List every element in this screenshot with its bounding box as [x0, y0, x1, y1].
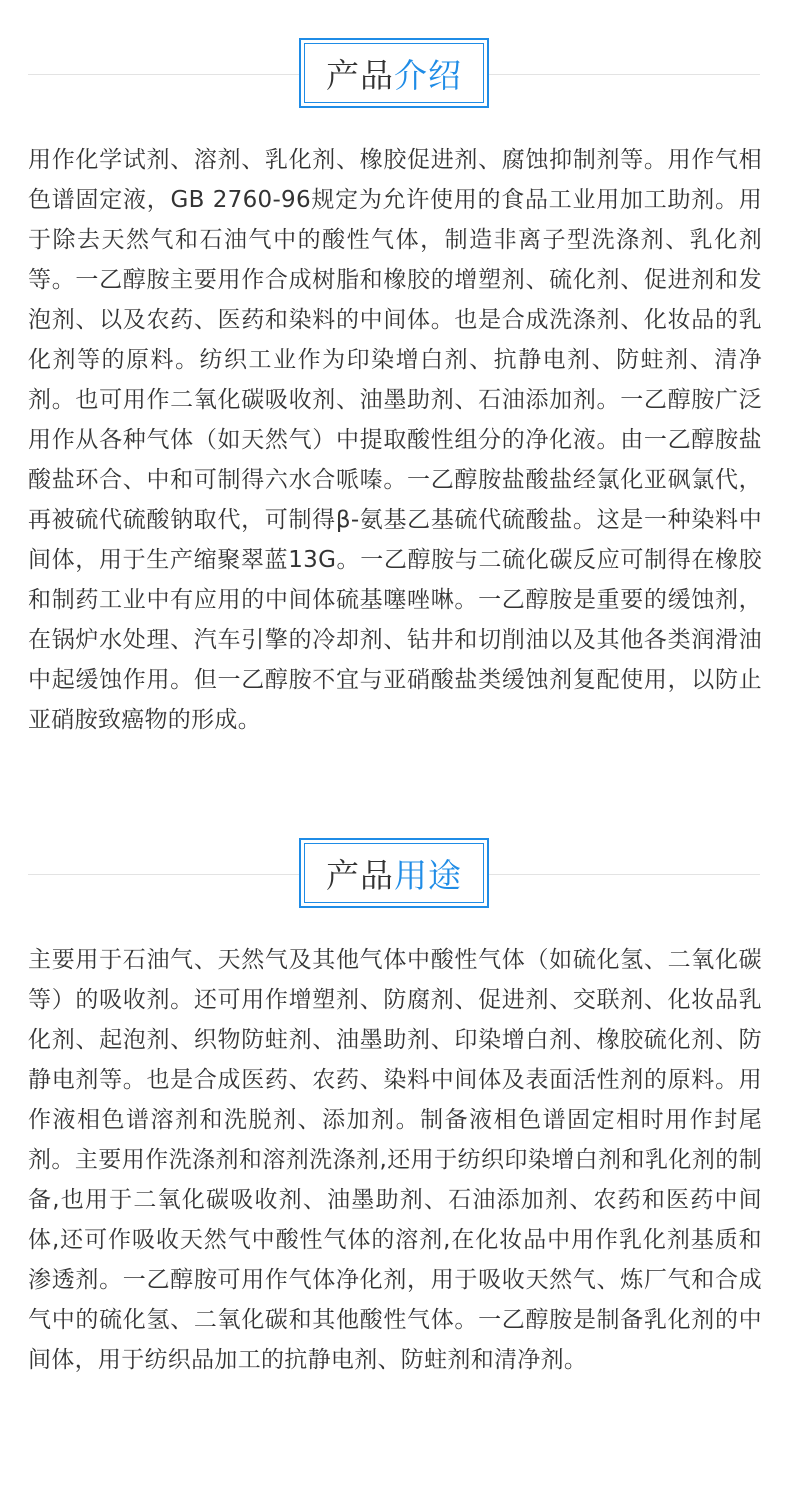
intro-section-header: [28, 38, 760, 112]
section-title-dark-part: 产品: [326, 55, 394, 95]
usage-paragraph: 主要用于石油气、天然气及其他气体中酸性气体（如硫化氢、二氧化碳等）的吸收剂。还可用作增塑剂、防腐剂、促进剂、交联剂、化妆品乳化剂、起泡剂、织物防蛀剂、油墨助剂、印染增白剂、橡胶硫化剂、防静电剂等。也是合成医药、农药、染料中间体及表面活性剂的原料。用作液相色谱溶剂和洗脱剂、添加剂。制备液相色谱固定相时用作封尾剂。主要用作洗涤剂和溶剂洗涤剂,还用于纺织印染增白剂和乳化剂的制备,也用于二氧化碳吸收剂、油墨助剂、石油添加剂、农药和医药中间体,还可作吸收天然气中酸性气体的溶剂,在化妆品中用作乳化剂基质和渗透剂。一乙醇胺可用作气体净化剂，用于吸收天然气、炼厂气和合成气中的硫化氢、二氧化碳和其他酸性气体。一乙醇胺是制备乳化剂的中间体，用于纺织品加工的抗静电剂、防蛀剂和清净剂。: [28, 947, 762, 1373]
section-title-accent-part: 介绍: [394, 55, 462, 95]
section-title: [304, 843, 484, 903]
usage-section-header: [28, 838, 760, 912]
intro-paragraph: 用作化学试剂、溶剂、乳化剂、橡胶促进剂、腐蚀抑制剂等。用作气相色谱固定液，GB 2760-96规定为允许使用的食品工业用加工助剂。用于除去天然气和石油气中的酸性气体，制造非离子型洗涤剂、乳化剂等。一乙醇胺主要用作合成树脂和橡胶的增塑剂、硫化剂、促进剂和发泡剂、以及农药、医药和染料的中间体。也是合成洗涤剂、化妆品的乳化剂等的原料。纺织工业作为印染增白剂、抗静电剂、防蛀剂、清净剂。也可用作二氧化碳吸收剂、油墨助剂、石油添加剂。一乙醇胺广泛用作从各种气体（如天然气）中提取酸性组分的净化液。由一乙醇胺盐酸盐环合、中和可制得六水合哌嗪。一乙醇胺盐酸盐经氯化亚砜氯代，再被硫代硫酸钠取代，可制得β-氨基乙基硫代硫酸盐。这是一种染料中间体，用于生产缩聚翠蓝13G。一乙醇胺与二硫化碳反应可制得在橡胶和制药工业中有应用的中间体硫基噻唑啉。一乙醇胺是重要的缓蚀剂，在锅炉水处理、汽车引擎的冷却剂、钻井和切削油以及其他各类润滑油中起缓蚀作用。但一乙醇胺不宜与亚硝酸盐类缓蚀剂复配使用，以防止亚硝胺致癌物的形成。: [28, 147, 762, 733]
section-title-accent-part: 用途: [394, 855, 462, 895]
section-title: [304, 43, 484, 103]
section-title-dark-part: 产品: [326, 855, 394, 895]
section-title-frame: [299, 38, 489, 108]
section-title-frame: [299, 838, 489, 908]
